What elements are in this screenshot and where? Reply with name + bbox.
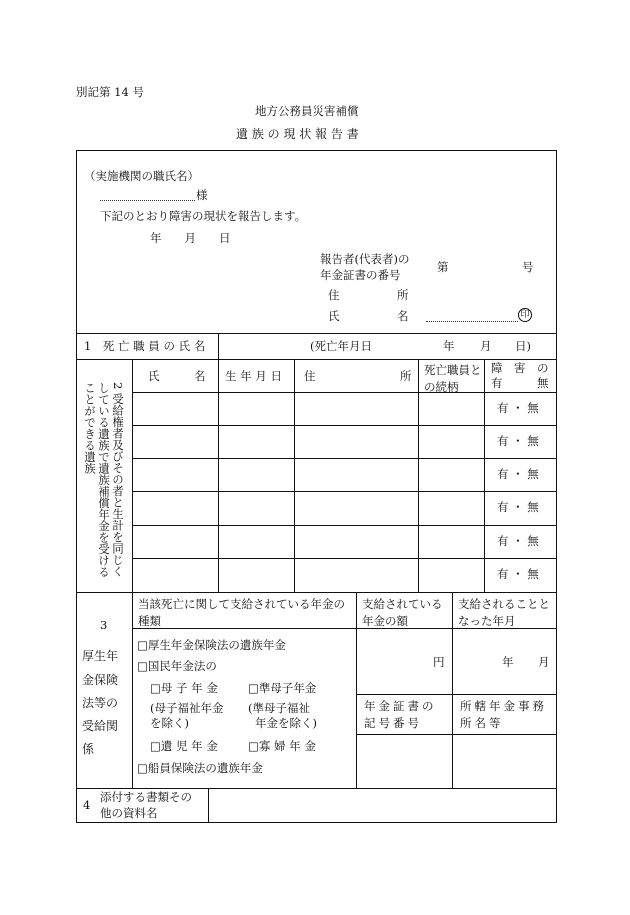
survivors-section-label: 2 受給権者及びその者と生計を同じくしている遺族で遺族補償年金を受けることができる遺族 xyxy=(83,382,125,578)
reporter-label-line2: 年金証書の番号 xyxy=(320,268,401,282)
col-header-name: 氏 名 xyxy=(148,369,206,383)
address-label: 住 所 xyxy=(328,288,409,302)
option-iji-nenkin: □遺 児 年 金 xyxy=(150,739,218,753)
option-kosei-nenkin: □厚生年金保険法の遺族年金 xyxy=(137,638,286,652)
option-kafu-nenkin: □寡 婦 年 金 xyxy=(248,739,316,753)
disability-value-row-1: 有 ・ 無 xyxy=(497,401,539,415)
note-boshi-line-1: (母子福祉年金 xyxy=(150,701,224,715)
option-senin-hoken: □船員保険法の遺族年金 xyxy=(137,761,263,775)
seal-mark: 印 xyxy=(518,308,532,322)
pension-start-header: 支給されることとなった年月 xyxy=(458,597,550,628)
addressee-label: （実施機関の職氏名） xyxy=(84,169,199,183)
addressee-line xyxy=(100,200,195,201)
pension-office-header: 所轄年金事務所名等 xyxy=(460,699,547,730)
death-year: 年 xyxy=(443,339,455,353)
col-header-relation: 死亡職員との続柄 xyxy=(424,363,482,394)
col-header-birth: 生 年 月 日 xyxy=(225,369,282,383)
col-header-disability-2: 有 無 xyxy=(491,376,549,390)
disability-value-row-6: 有 ・ 無 xyxy=(497,567,539,581)
sec3-label-line-4: 受給関 xyxy=(82,719,119,733)
cert-number-header: 年金証書の記号番号 xyxy=(364,699,437,730)
option-kokumin-nenkin: □国民年金法の xyxy=(137,659,217,673)
sec3-label-line-5: 係 xyxy=(82,742,95,756)
form-number: 別記第 14 号 xyxy=(76,85,144,99)
sec3-label-line-2: 金保険 xyxy=(82,673,119,687)
disability-value-row-3: 有 ・ 無 xyxy=(497,467,539,481)
disability-value-row-4: 有 ・ 無 xyxy=(497,500,539,514)
option-boshi-nenkin: □母 子 年 金 xyxy=(150,681,218,695)
attachments-label-line-2: 他の資料名 xyxy=(100,806,158,820)
pension-amount-header: 支給されている年金の額 xyxy=(362,597,443,628)
death-month: 月 xyxy=(480,339,492,353)
cert-dai: 第 xyxy=(437,260,449,274)
pension-type-header: 当該死亡に関して支給されている年金の種類 xyxy=(138,597,345,628)
option-junboshi-nenkin: □準母子年金 xyxy=(248,681,317,695)
death-day: 日) xyxy=(515,339,531,353)
death-date-label: (死亡年月日 xyxy=(310,339,372,353)
name-line xyxy=(426,321,518,322)
start-month-unit: 月 xyxy=(538,655,550,669)
report-date: 年 月 日 xyxy=(150,231,231,245)
deceased-name-label: 1 死 亡 職 員 の 氏 名 xyxy=(84,339,206,353)
disability-value-row-5: 有 ・ 無 xyxy=(497,534,539,548)
form-title-line1: 地方公務員災害補償 xyxy=(255,104,359,118)
sec3-number: 3 xyxy=(100,618,108,632)
disability-value-row-2: 有 ・ 無 xyxy=(497,434,539,448)
col-header-address-2: 所 xyxy=(400,369,412,383)
attachments-label-line-1: 添付する書類その xyxy=(100,790,192,804)
sama-label: 様 xyxy=(196,188,208,202)
note-junboshi-line-2: 年金を除く) xyxy=(255,716,317,730)
sec4-number: 4 xyxy=(83,798,91,812)
start-year-unit: 年 xyxy=(502,655,514,669)
sec3-label-line-3: 法等の xyxy=(82,696,119,710)
note-junboshi-line-1: (準母子福祉 xyxy=(248,701,310,715)
sec3-label-line-1: 厚生年 xyxy=(82,649,119,663)
form-title-line2: 遺 族 の 現 状 報 告 書 xyxy=(236,127,359,141)
col-header-disability-1: 障 害 の xyxy=(491,361,549,375)
col-header-address-1: 住 xyxy=(304,369,316,383)
name-label: 氏 名 xyxy=(328,309,409,323)
note-boshi-line-2: を除く) xyxy=(150,716,189,730)
reporter-label-line1: 報告者(代表者)の xyxy=(320,252,410,266)
amount-yen-unit: 円 xyxy=(433,655,445,669)
cert-gou: 号 xyxy=(522,260,534,274)
statement-text: 下記のとおり障害の現状を報告します。 xyxy=(100,209,307,223)
